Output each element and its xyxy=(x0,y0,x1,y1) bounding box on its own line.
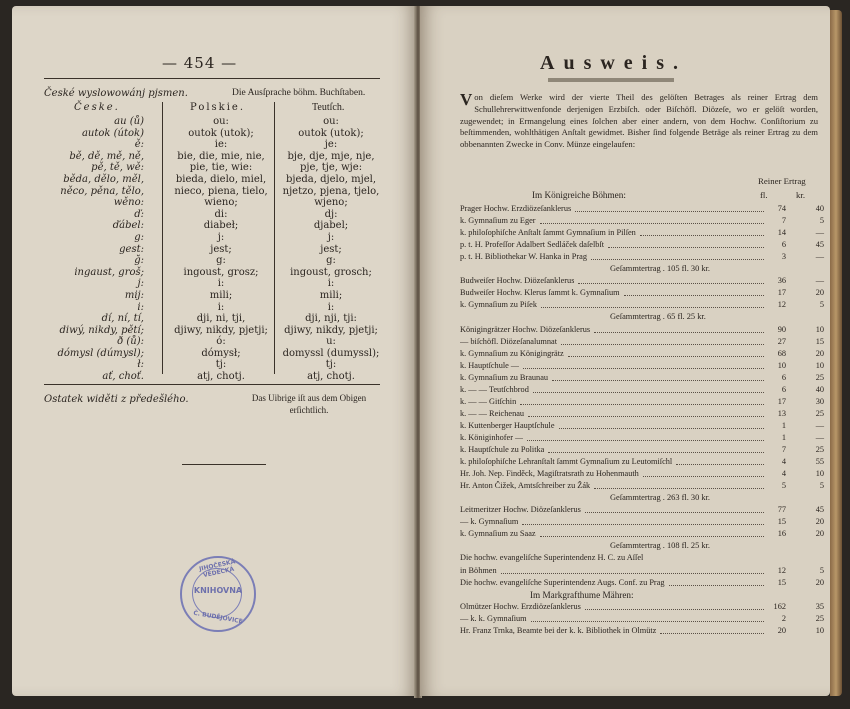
leader-dots xyxy=(548,452,764,453)
left-page xyxy=(12,6,416,696)
stamp-text-middle: KNIHOVNA xyxy=(193,586,243,595)
contribution-row xyxy=(460,349,826,361)
polish-cell: ou: xyxy=(213,116,229,127)
contribution-row xyxy=(460,252,826,264)
amount-fl: 15 xyxy=(777,517,786,527)
contributor-label: p. t. H. Bibliothekar W. Hanka in Prag xyxy=(460,252,587,262)
contribution-row xyxy=(460,469,826,481)
german-cell: pje, tje, wje: xyxy=(299,162,363,174)
czech-cell: autok (útok) xyxy=(81,127,144,139)
czech-cell: gest: xyxy=(119,243,144,255)
amount-fl: 7 xyxy=(781,445,786,454)
leader-dots xyxy=(552,380,764,381)
german-cell: djiwy, nikdy, pjetji; xyxy=(284,324,378,336)
contributor-label: Königingrätzer Hochw. Diözeſanklerus xyxy=(460,324,591,334)
amount-kr: 5 xyxy=(819,565,824,575)
contributor-label: Budweiſer Hochw. Diözeſanklerus xyxy=(460,276,575,286)
polish-cell: di: xyxy=(214,208,228,220)
polish-cell: dji, ni, tji, xyxy=(196,313,246,325)
amount-fl: 6 xyxy=(781,384,786,394)
czech-cell: ğ: xyxy=(134,255,144,267)
czech-cell: ł: xyxy=(137,359,144,371)
polish-cell: atj, chotj. xyxy=(197,371,245,383)
amount-kr: 25 xyxy=(815,445,824,454)
leader-dots xyxy=(533,392,764,393)
page-title: Ausweis. xyxy=(540,52,688,74)
amount-kr: 30 xyxy=(815,396,824,406)
amount-kr: 15 xyxy=(815,336,824,346)
leader-dots xyxy=(520,404,764,405)
col-head-czech: Česke. xyxy=(74,102,120,113)
amount-fl: 7 xyxy=(781,216,786,226)
contribution-row xyxy=(460,240,826,252)
leader-dots xyxy=(531,621,764,622)
open-book xyxy=(12,6,840,702)
contribution-row xyxy=(460,566,826,578)
table-bottom-rule xyxy=(44,384,380,385)
leader-dots xyxy=(643,476,764,477)
czech-cell: ďábel: xyxy=(112,220,144,232)
contributor-label: k. — — Teutſchbrod xyxy=(460,384,529,394)
contributor-label: k. philoſophiſche Anſtalt ſammt Gymnaſium in Pilſen xyxy=(460,228,636,238)
contributor-label: Prager Hochw. Erzdiözeſanklerus xyxy=(460,204,572,213)
contribution-row xyxy=(460,397,826,409)
amount-kr: 20 xyxy=(815,529,824,539)
czech-cell: ě: xyxy=(134,139,144,151)
contributor-label: k. — — Reichenau xyxy=(460,408,525,418)
leader-dots xyxy=(594,488,764,489)
amount-fl: 68 xyxy=(777,348,786,358)
german-cell: wjeno; xyxy=(314,197,348,209)
header-rule xyxy=(44,78,380,79)
german-cell: je: xyxy=(324,139,338,151)
amount-fl: 16 xyxy=(777,529,786,539)
polish-cell: mili; xyxy=(209,289,233,301)
leader-dots xyxy=(660,633,764,634)
amount-kr: 10 xyxy=(815,324,824,334)
unit-kr: kr. xyxy=(796,190,806,200)
contributor-label: Olmützer Hochw. Erzdiözeſanklerus xyxy=(460,601,581,611)
col-head-polish: Polskie. xyxy=(190,102,246,113)
czech-cell: něco, pěna, tělo, xyxy=(60,185,144,197)
polish-cell: bieda, dielo, miel, xyxy=(175,173,267,185)
amount-kr: 25 xyxy=(815,372,824,382)
amount-fl: 5 xyxy=(781,481,786,491)
contribution-row xyxy=(460,337,826,349)
german-cell: i: xyxy=(327,278,335,290)
right-page xyxy=(420,6,830,696)
amount-kr: 20 xyxy=(815,288,824,298)
contribution-row xyxy=(460,433,826,445)
leader-dots xyxy=(528,416,764,417)
amount-kr: 10 xyxy=(815,360,824,370)
leader-dots xyxy=(522,524,764,525)
leader-dots xyxy=(559,428,764,429)
header-german: Die Ausſprache böhm. Buchſtaben. xyxy=(232,88,366,98)
german-cell: g: xyxy=(326,255,336,267)
czech-cell: diwý, nikdy, pětí; xyxy=(59,324,144,336)
header-czech: České wyslowowánj pjsmen. xyxy=(44,88,188,99)
german-cell: tj: xyxy=(325,359,337,371)
leader-dots xyxy=(585,512,764,513)
section-bohemia: Im Königreiche Böhmen: xyxy=(532,190,626,200)
german-cell: bjeda, djelo, mjel, xyxy=(285,173,376,185)
col-head-german: Teutſch. xyxy=(312,102,345,113)
czech-cell: pě, tě, wě: xyxy=(91,162,144,174)
contribution-row xyxy=(460,385,826,397)
amount-fl: 2 xyxy=(781,613,786,623)
amount-kr: 45 xyxy=(815,505,824,515)
amount-fl: 17 xyxy=(777,396,786,406)
library-stamp xyxy=(180,556,256,632)
contributor-label: k. Hauptſchule zu Politka xyxy=(460,445,545,454)
contributor-label: k. Gymnaſium zu Braunau xyxy=(460,372,549,382)
german-cell: djabel; xyxy=(313,220,349,232)
subtotal-line: Geſammtertrag . 108 fl. 25 kr. xyxy=(610,541,711,551)
subtotal-line: Geſammtertrag . 263 fl. 30 kr. xyxy=(610,493,711,503)
amount-fl: 74 xyxy=(777,204,786,213)
leader-dots xyxy=(561,344,764,345)
contribution-row xyxy=(460,288,826,300)
title-rule xyxy=(548,78,674,82)
contribution-row xyxy=(460,228,826,240)
polish-cell: wieno; xyxy=(204,197,238,209)
amount-kr: 5 xyxy=(819,481,824,491)
german-cell: outok (utok); xyxy=(298,127,364,139)
german-cell: ingoust, grosch; xyxy=(290,266,372,278)
contribution-row xyxy=(460,553,826,565)
leader-dots xyxy=(540,223,764,224)
amount-kr: 20 xyxy=(815,517,824,527)
leader-dots xyxy=(591,259,764,260)
amount-fl: 1 xyxy=(781,420,786,430)
contributor-label: k. Königinhofer — xyxy=(460,432,524,442)
polish-cell: djiwy, nikdy, pjetji; xyxy=(174,324,268,336)
czech-cell: ingaust, groš; xyxy=(74,266,144,278)
leader-dots xyxy=(501,573,764,574)
contribution-row xyxy=(460,578,826,590)
czech-cell: mij: xyxy=(124,289,144,301)
amount-kr: 10 xyxy=(815,469,824,479)
amount-fl: 3 xyxy=(781,252,786,262)
leader-dots xyxy=(540,536,764,537)
contribution-row xyxy=(460,421,826,433)
czech-cell: běda, dělo, měl, xyxy=(63,173,144,185)
contribution-row xyxy=(460,216,826,228)
polish-cell: bie, die, mie, nie, xyxy=(177,150,265,162)
amount-kr: — xyxy=(815,432,824,442)
polish-cell: ó: xyxy=(216,336,226,348)
contribution-row xyxy=(460,457,826,469)
czech-cell: wěno: xyxy=(113,197,144,209)
amount-kr: 5 xyxy=(819,216,824,226)
polish-cell: nieco, piena, tielo, xyxy=(174,185,268,197)
contributor-label: k. Hauptſchule — xyxy=(460,360,520,370)
czech-cell: dí, ní, tí, xyxy=(101,313,144,325)
leader-dots xyxy=(578,283,764,284)
czech-cell: au (ů) xyxy=(114,116,144,127)
leader-dots xyxy=(669,585,764,586)
unit-fl: fl. xyxy=(760,190,768,200)
polish-cell: dómysł; xyxy=(201,347,241,359)
amount-kr: 20 xyxy=(815,577,824,587)
contributor-label: k. — — Gitſchin xyxy=(460,396,517,406)
german-cell: njetzo, pjena, tjelo, xyxy=(282,185,380,197)
note-german: Das Uibrige iſt aus dem Obigen erſichtlich. xyxy=(251,393,367,415)
polish-cell: diabeł; xyxy=(203,220,239,232)
leader-dots xyxy=(608,247,764,248)
leader-dots xyxy=(585,609,764,610)
german-cell: atj, chotj. xyxy=(307,371,355,383)
amount-kr: 5 xyxy=(819,300,824,310)
contributor-label: p. t. H. Profeſſor Adalbert Sedláček daſelbſt xyxy=(460,240,605,250)
amount-kr: 10 xyxy=(815,625,824,635)
leader-dots xyxy=(568,356,764,357)
contribution-row xyxy=(460,505,826,517)
amount-kr: 45 xyxy=(815,240,824,250)
amount-fl: 4 xyxy=(781,457,786,467)
contributor-label: Die hochw. evangeliſche Superintendenz H. C. zu Aſſel xyxy=(460,553,644,563)
leader-dots xyxy=(541,307,764,308)
page-edges xyxy=(830,10,842,696)
ornament-rule xyxy=(182,464,266,465)
contributor-label: — k. Gymnaſium xyxy=(460,517,519,527)
amount-fl: 162 xyxy=(773,601,786,611)
note-czech: Ostatek widěti z předešlého. xyxy=(44,394,189,405)
czech-cell: ať, choť. xyxy=(102,371,144,383)
german-cell: i: xyxy=(327,301,335,313)
amount-kr: 20 xyxy=(815,348,824,358)
german-cell: bje, dje, mje, nje, xyxy=(287,150,375,162)
amount-kr: 55 xyxy=(815,457,824,467)
amount-fl: 15 xyxy=(777,577,786,587)
subtotal-line: Geſammtertrag . 105 fl. 30 kr. xyxy=(610,264,711,274)
contributor-label: — k. k. Gymnaſium xyxy=(460,613,527,623)
amount-fl: 6 xyxy=(781,240,786,250)
amount-kr: — xyxy=(815,252,824,262)
drop-capital: V xyxy=(460,90,473,109)
contribution-row xyxy=(460,602,826,614)
contribution-row xyxy=(460,276,826,288)
polish-cell: outok (utok); xyxy=(188,127,254,139)
contribution-row xyxy=(460,361,826,373)
polish-column xyxy=(162,116,280,383)
amount-fl: 10 xyxy=(777,360,786,370)
contribution-row xyxy=(460,481,826,493)
amount-fl: 12 xyxy=(777,565,786,575)
polish-cell: i: xyxy=(217,301,225,313)
polish-cell: ie: xyxy=(214,139,228,151)
amount-fl: 90 xyxy=(777,324,786,334)
leader-dots xyxy=(640,235,764,236)
polish-cell: i: xyxy=(217,278,225,290)
contributor-label: — biſchöfl. Diözeſanalumnat xyxy=(460,336,557,346)
contribution-row xyxy=(460,373,826,385)
amount-fl: 6 xyxy=(781,372,786,382)
german-cell: dj: xyxy=(324,208,338,220)
amount-kr: 25 xyxy=(815,613,824,623)
polish-cell: g: xyxy=(216,255,226,267)
leader-dots xyxy=(676,464,764,465)
amount-fl: 36 xyxy=(777,276,786,286)
contributor-label: Die hochw. evangeliſche Superintendenz Augs. Conf. zu Prag xyxy=(460,577,665,587)
contributor-label: k. Kuttenberger Hauptſchule xyxy=(460,420,555,430)
amount-fl: 14 xyxy=(777,228,786,238)
polish-cell: pie, tie, wie: xyxy=(189,162,253,174)
amount-kr: 35 xyxy=(815,601,824,611)
amount-kr: — xyxy=(815,420,824,430)
amount-fl: 12 xyxy=(777,300,786,310)
contribution-row xyxy=(460,445,826,457)
czech-cell: j: xyxy=(137,278,144,290)
amount-kr: — xyxy=(815,276,824,286)
amount-kr: 25 xyxy=(815,408,824,418)
amount-fl: 1 xyxy=(781,432,786,442)
contributor-label: in Böhmen xyxy=(460,565,497,575)
contributor-label: k. Gymnaſium zu Eger xyxy=(460,216,536,226)
stamp-text-top: JIHOČESKÁ VĚDECKÁ xyxy=(198,558,236,580)
polish-cell: ingoust, grosz; xyxy=(183,266,259,278)
czech-cell: ð (ů): xyxy=(117,336,144,348)
german-cell: ou: xyxy=(323,116,339,127)
contributor-label: Leitmeritzer Hochw. Diözeſanklerus xyxy=(460,505,581,515)
contributor-label: Budweiſer Hochw. Klerus ſammt k. Gymnaſium xyxy=(460,288,620,298)
subtotal-line: Geſammtertrag . 65 fl. 25 kr. xyxy=(610,312,706,322)
leader-dots xyxy=(624,295,764,296)
czech-column xyxy=(44,116,144,383)
section-heading: Im Markgrafthume Mähren: xyxy=(530,589,634,600)
czech-cell: g: xyxy=(134,231,144,243)
czech-cell: bě, dě, mě, ně, xyxy=(69,150,144,162)
contribution-row xyxy=(460,325,826,337)
contributor-label: Hr. Joh. Nep. Finděck, Magiſtratsrath zu Hohenmauth xyxy=(460,469,639,479)
contribution-row xyxy=(460,300,826,312)
amount-fl: 4 xyxy=(781,469,786,479)
amount-kr: 40 xyxy=(815,204,824,213)
reiner-ertrag-label: Reiner Ertrag xyxy=(758,176,806,186)
contributor-label: k. Gymnaſium zu Saaz xyxy=(460,529,536,539)
german-cell: j: xyxy=(327,231,335,243)
polish-cell: tj: xyxy=(215,359,227,371)
german-cell: mili; xyxy=(319,289,343,301)
contribution-row xyxy=(460,517,826,529)
german-cell: u: xyxy=(326,336,336,348)
amount-kr: 40 xyxy=(815,384,824,394)
amount-fl: 17 xyxy=(777,288,786,298)
contributor-label: k. Gymnaſium zu Königingrätz xyxy=(460,348,564,358)
amount-kr: — xyxy=(815,228,824,238)
amount-fl: 20 xyxy=(777,625,786,635)
german-column xyxy=(278,116,384,383)
czech-cell: dómysl (dúmysl); xyxy=(57,347,144,359)
amount-fl: 77 xyxy=(777,505,786,515)
leader-dots xyxy=(575,211,764,212)
contribution-row xyxy=(460,409,826,421)
german-cell: domyssl (dumyssl); xyxy=(282,347,380,359)
contribution-row xyxy=(460,614,826,626)
leader-dots xyxy=(594,332,764,333)
contributor-label: k. philoſophiſche Lehranſtalt ſammt Gymnaſium zu Leutomiſchl xyxy=(460,457,673,467)
leader-dots xyxy=(523,368,764,369)
contributor-label: Hr. Anton Čižek, Amtsſchreiber zu Žák xyxy=(460,481,591,491)
amount-fl: 13 xyxy=(777,408,786,418)
contributor-label: k. Gymnaſium zu Piſek xyxy=(460,300,537,310)
intro-paragraph: Von dieſem Werke wird der vierte Theil des gelöſten Betrages als reiner Ertrag dem Schullehrerwittwenfonde derjenigen Erzbiſch. oder Biſchöfl. Diözeſe, wo er gelöſt worden, zugewendet; in Ermangelung eines ſolchen aber einer andern, von dem Hochw. Conſiſtorium zu beſtimmenden, wohlthätigen Anſtalt gewidmet. Bisher ſind folgende Beträge als reiner Ertrag zu dem obbenannten Zwecke in Conv. Münze eingelaufen: xyxy=(460,90,818,150)
contribution-row xyxy=(460,626,826,638)
german-cell: jest; xyxy=(320,243,342,255)
polish-cell: jest; xyxy=(210,243,232,255)
leader-dots xyxy=(527,440,764,441)
german-cell: dji, nji, tji: xyxy=(305,313,357,325)
contribution-row xyxy=(460,529,826,541)
contribution-row xyxy=(460,204,826,216)
czech-cell: ď: xyxy=(134,208,144,220)
polish-cell: j: xyxy=(217,231,225,243)
stamp-text-bottom: Č. BUDĚJOVICE xyxy=(192,609,244,626)
amount-fl: 27 xyxy=(777,336,786,346)
czech-cell: i: xyxy=(137,301,144,313)
contributor-label: Hr. Franz Trnka, Beamte bei der k. k. Bibliothek in Olmütz xyxy=(460,625,657,635)
page-number: — 454 — xyxy=(162,54,238,72)
